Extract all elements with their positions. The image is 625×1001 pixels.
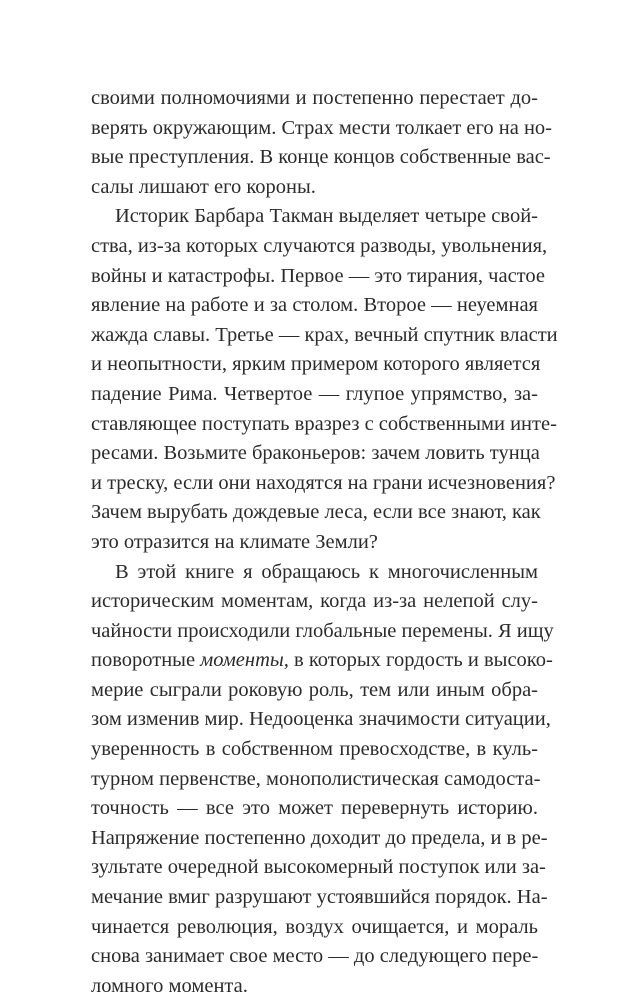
text-line: зом изменив мир. Недооценка значимости ситуации, [91, 708, 551, 731]
text-line: и треску, если они находятся на грани исчезновения? [91, 471, 556, 494]
text-line: это отразится на климате Земли? [91, 530, 378, 553]
paragraph-3 [91, 558, 554, 1001]
text-line: ства, из-за которых случаются разводы, увольнения, [91, 234, 548, 257]
text-line: турном первенстве, монополистическая самодоста- [91, 767, 541, 790]
text-line: Зачем вырубать дождевые леса, если все знают, как [91, 501, 541, 524]
text-line: ресами. Возьмите браконьеров: зачем ловить тунца [91, 442, 540, 465]
text-line: падение Рима. Четвертое — глупое упрямство, за- [91, 382, 538, 405]
text-line: салы лишают его короны. [91, 175, 316, 198]
text-line: верять окружающим. Страх мести толкает его на но- [91, 116, 553, 139]
text-line: Напряжение постепенно доходит до предела, и в ре- [91, 826, 548, 849]
text-line: мечание вмиг разрушают устоявшийся порядок. На- [91, 886, 548, 909]
text-segment: поворотные [91, 649, 201, 672]
paragraph-1 [91, 84, 553, 202]
text-line: зультате очередной высокомерный поступок или за- [91, 856, 546, 879]
text-line-with-italic [91, 646, 553, 676]
book-page-text [91, 84, 558, 1001]
paragraph-2 [91, 202, 558, 557]
text-line: жажда славы. Третье — крах, вечный спутник власти [91, 323, 558, 346]
text-segment: в которых гордость и высоко- [288, 649, 553, 672]
text-line: ставляющее поступать вразрез с собственными инте- [91, 412, 557, 435]
text-line: вые преступления. В конце концов собственные вас- [91, 146, 551, 169]
text-line: В этой книге я обращаюсь к многочисленным [115, 560, 538, 583]
text-line: точность — все это может перевернуть историю. [91, 797, 538, 820]
text-line: ломного момента. [91, 974, 248, 997]
text-line: войны и катастрофы. Первое — это тирания, частое [91, 264, 545, 287]
italic-emphasis: моменты, [200, 649, 289, 672]
text-line: своими полномочиями и постепенно перестает до- [91, 87, 538, 109]
text-line: и неопытности, ярким примером которого является [91, 353, 541, 376]
text-line: мерие сыграли роковую роль, тем или иным обра- [91, 678, 538, 701]
text-line: историческим моментам, когда из-за нелепой слу- [91, 590, 538, 613]
text-line: уверенность в собственном превосходстве, в куль- [91, 738, 538, 761]
text-line: чинается революция, воздух очищается, и мораль [91, 915, 538, 938]
text-line: Историк Барбара Такман выделяет четыре свой- [115, 205, 538, 228]
text-line: снова занимает свое место — до следующего пере- [91, 945, 539, 968]
text-line: явление на работе и за столом. Второе — неуемная [91, 294, 538, 317]
text-line: чайности происходили глобальные перемены. Я ищу [91, 619, 554, 642]
